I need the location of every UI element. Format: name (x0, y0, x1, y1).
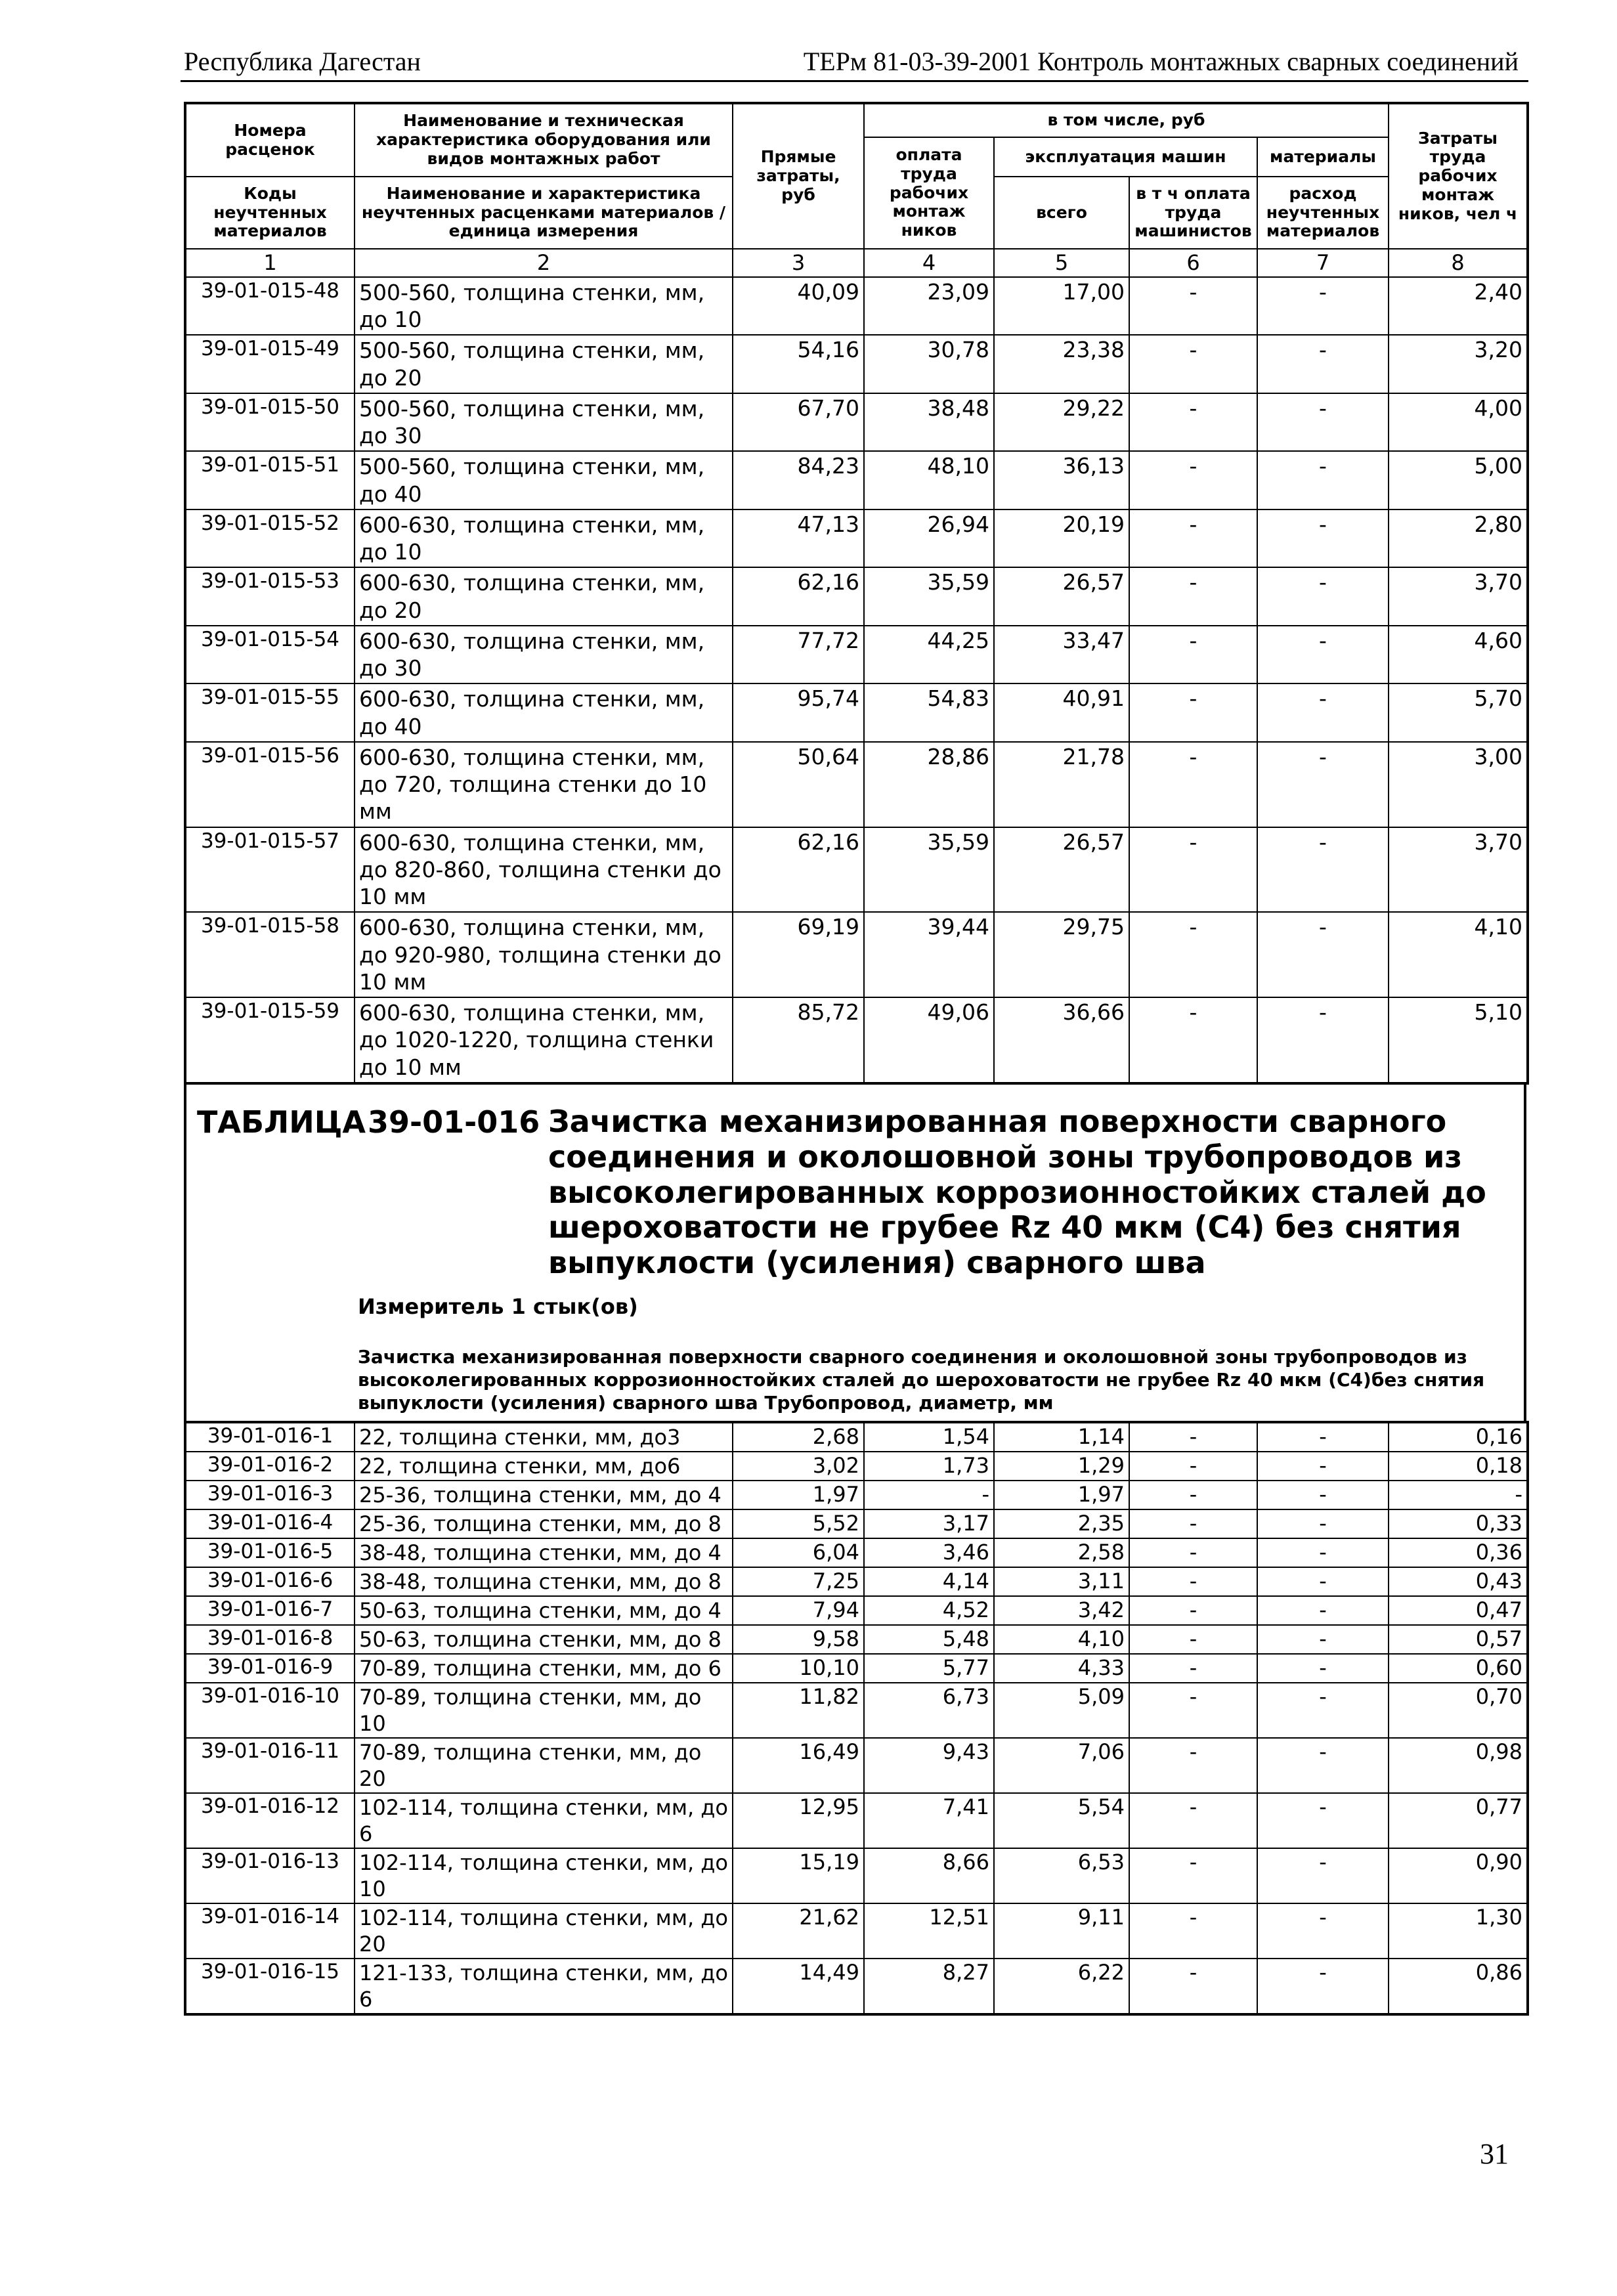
direct-costs-cell: 10,10 (733, 1654, 864, 1683)
direct-costs-cell: 21,62 (733, 1903, 864, 1959)
rate-code-cell: 39-01-016-7 (185, 1596, 355, 1625)
worker-pay-cell: 12,51 (864, 1903, 994, 1959)
work-description-cell: 600-630, толщина стенки, мм, до 10 (355, 509, 733, 568)
table-row (185, 567, 1528, 626)
worker-pay-cell: 3,17 (864, 1509, 994, 1538)
direct-costs-cell: 2,68 (733, 1422, 864, 1452)
labor-costs-cell: 0,70 (1389, 1683, 1528, 1738)
col-header-machinist-pay: в т ч оплата труда машинистов (1129, 177, 1257, 249)
table-row (185, 827, 1528, 913)
table-measure: Измеритель 1 стык(ов) (358, 1294, 638, 1319)
machines-total-cell: 26,57 (994, 567, 1129, 626)
table-row (185, 1596, 1528, 1625)
labor-costs-cell: 0,43 (1389, 1567, 1528, 1596)
section-description: Зачистка механизированная поверхности сварного соединения и околошовной зоны трубопроводов из высоколегированных коррозионностойких сталей до шероховатости не грубее Rz 40 мкм (С4)без снятия выпуклости (усиления) сварного шва Трубопровод, диаметр, мм (358, 1346, 1485, 1414)
machinist-pay-cell: - (1129, 683, 1257, 742)
col-header-materials: материалы (1257, 137, 1389, 177)
worker-pay-cell: 4,52 (864, 1596, 994, 1625)
machines-total-cell: 40,91 (994, 683, 1129, 742)
material-consumption-cell: - (1257, 1422, 1389, 1452)
material-consumption-cell: - (1257, 451, 1389, 509)
rate-code-cell: 39-01-015-50 (185, 393, 355, 452)
worker-pay-cell: 35,59 (864, 567, 994, 626)
worker-pay-cell: 7,41 (864, 1793, 994, 1848)
machines-total-cell: 23,38 (994, 335, 1129, 393)
direct-costs-cell: 3,02 (733, 1452, 864, 1481)
rate-code-cell: 39-01-016-4 (185, 1509, 355, 1538)
labor-costs-cell: 3,00 (1389, 742, 1528, 827)
labor-costs-cell: 5,00 (1389, 451, 1528, 509)
material-consumption-cell: - (1257, 1509, 1389, 1538)
worker-pay-cell: 23,09 (864, 277, 994, 336)
worker-pay-cell: 39,44 (864, 912, 994, 997)
direct-costs-cell: 6,04 (733, 1538, 864, 1567)
labor-costs-cell: 3,70 (1389, 827, 1528, 913)
direct-costs-cell: 95,74 (733, 683, 864, 742)
machines-total-cell: 20,19 (994, 509, 1129, 568)
machines-total-cell: 36,13 (994, 451, 1129, 509)
material-consumption-cell: - (1257, 912, 1389, 997)
table-row (185, 1683, 1528, 1738)
rates-table-015 (184, 102, 1529, 1085)
table-title: Зачистка механизированная поверхности сварного соединения и околошовной зоны трубопроводов из высоколегированных коррозионностойких сталей до шероховатости не грубее Rz 40 мкм (С4) без снятия выпуклости (усиления) сварного шва (548, 1104, 1486, 1281)
machinist-pay-cell: - (1129, 742, 1257, 827)
labor-costs-cell: 0,47 (1389, 1596, 1528, 1625)
table-row (185, 742, 1528, 827)
rate-code-cell: 39-01-015-52 (185, 509, 355, 568)
column-number: 8 (1389, 249, 1528, 277)
rate-code-cell: 39-01-015-48 (185, 277, 355, 336)
work-description-cell: 600-630, толщина стенки, мм, до 820-860, толщина стенки до 10 мм (355, 827, 733, 913)
col-header-machines-total: всего (994, 177, 1129, 249)
machines-total-cell: 5,09 (994, 1683, 1129, 1738)
rate-code-cell: 39-01-016-13 (185, 1848, 355, 1903)
work-description-cell: 102-114, толщина стенки, мм, до 6 (355, 1793, 733, 1848)
table-row (185, 1567, 1528, 1596)
worker-pay-cell: 1,54 (864, 1422, 994, 1452)
rate-code-cell: 39-01-016-10 (185, 1683, 355, 1738)
table-row (185, 1509, 1528, 1538)
work-description-cell: 600-630, толщина стенки, мм, до 40 (355, 683, 733, 742)
rate-code-cell: 39-01-015-53 (185, 567, 355, 626)
machinist-pay-cell: - (1129, 1654, 1257, 1683)
work-description-cell: 38-48, толщина стенки, мм, до 4 (355, 1538, 733, 1567)
table-row (185, 1422, 1528, 1452)
material-consumption-cell: - (1257, 1738, 1389, 1793)
labor-costs-cell: 0,16 (1389, 1422, 1528, 1452)
column-number: 5 (994, 249, 1129, 277)
direct-costs-cell: 62,16 (733, 827, 864, 913)
rate-code-cell: 39-01-015-55 (185, 683, 355, 742)
work-description-cell: 22, толщина стенки, мм, до6 (355, 1452, 733, 1481)
machinist-pay-cell: - (1129, 1509, 1257, 1538)
rate-code-cell: 39-01-015-58 (185, 912, 355, 997)
machinist-pay-cell: - (1129, 1683, 1257, 1738)
machinist-pay-cell: - (1129, 1422, 1257, 1452)
machines-total-cell: 6,53 (994, 1848, 1129, 1903)
material-consumption-cell: - (1257, 1625, 1389, 1654)
machines-total-cell: 17,00 (994, 277, 1129, 336)
work-description-cell: 500-560, толщина стенки, мм, до 40 (355, 451, 733, 509)
header-region: Республика Дагестан (184, 47, 421, 76)
table-row (185, 1625, 1528, 1654)
rate-code-cell: 39-01-015-57 (185, 827, 355, 913)
column-number: 2 (355, 249, 733, 277)
direct-costs-cell: 47,13 (733, 509, 864, 568)
worker-pay-cell: 9,43 (864, 1738, 994, 1793)
machines-total-cell: 5,54 (994, 1793, 1129, 1848)
labor-costs-cell: 0,18 (1389, 1452, 1528, 1481)
work-description-cell: 25-36, толщина стенки, мм, до 8 (355, 1509, 733, 1538)
table-row (185, 683, 1528, 742)
machinist-pay-cell: - (1129, 451, 1257, 509)
rate-code-cell: 39-01-015-59 (185, 997, 355, 1083)
machinist-pay-cell: - (1129, 1567, 1257, 1596)
rate-code-cell: 39-01-015-56 (185, 742, 355, 827)
rate-code-cell: 39-01-016-5 (185, 1538, 355, 1567)
col-header-including: в том числе, руб (864, 103, 1389, 137)
direct-costs-cell: 69,19 (733, 912, 864, 997)
labor-costs-cell: 3,70 (1389, 567, 1528, 626)
direct-costs-cell: 1,97 (733, 1481, 864, 1509)
material-consumption-cell: - (1257, 335, 1389, 393)
table-row (185, 1481, 1528, 1509)
machinist-pay-cell: - (1129, 509, 1257, 568)
material-consumption-cell: - (1257, 1683, 1389, 1738)
labor-costs-cell: 0,90 (1389, 1848, 1528, 1903)
table-row (185, 1793, 1528, 1848)
machines-total-cell: 1,97 (994, 1481, 1129, 1509)
table-number: 39-01-016 (368, 1104, 540, 1140)
rate-code-cell: 39-01-016-3 (185, 1481, 355, 1509)
worker-pay-cell: 4,14 (864, 1567, 994, 1596)
col-header-material-names: Наименование и характеристика неучтенных расценками материалов / единица измерения (355, 177, 733, 249)
machinist-pay-cell: - (1129, 1903, 1257, 1959)
worker-pay-cell: 38,48 (864, 393, 994, 452)
rate-code-cell: 39-01-015-54 (185, 626, 355, 684)
rate-code-cell: 39-01-016-14 (185, 1903, 355, 1959)
rate-code-cell: 39-01-016-15 (185, 1959, 355, 2014)
direct-costs-cell: 77,72 (733, 626, 864, 684)
machines-total-cell: 4,33 (994, 1654, 1129, 1683)
table-label: ТАБЛИЦА (197, 1104, 366, 1140)
work-description-cell: 70-89, толщина стенки, мм, до 10 (355, 1683, 733, 1738)
table-row (185, 335, 1528, 393)
worker-pay-cell: 1,73 (864, 1452, 994, 1481)
worker-pay-cell: 48,10 (864, 451, 994, 509)
material-consumption-cell: - (1257, 1452, 1389, 1481)
material-consumption-cell: - (1257, 827, 1389, 913)
machines-total-cell: 29,75 (994, 912, 1129, 997)
col-header-material-codes: Коды неучтенных материалов (185, 177, 355, 249)
direct-costs-cell: 62,16 (733, 567, 864, 626)
labor-costs-cell: 0,36 (1389, 1538, 1528, 1567)
table-row (185, 1538, 1528, 1567)
worker-pay-cell: 8,66 (864, 1848, 994, 1903)
machines-total-cell: 6,22 (994, 1959, 1129, 2014)
worker-pay-cell: 6,73 (864, 1683, 994, 1738)
machinist-pay-cell: - (1129, 1738, 1257, 1793)
direct-costs-cell: 7,25 (733, 1567, 864, 1596)
machinist-pay-cell: - (1129, 626, 1257, 684)
labor-costs-cell: - (1389, 1481, 1528, 1509)
work-description-cell: 22, толщина стенки, мм, до3 (355, 1422, 733, 1452)
material-consumption-cell: - (1257, 997, 1389, 1083)
material-consumption-cell: - (1257, 1654, 1389, 1683)
machinist-pay-cell: - (1129, 1596, 1257, 1625)
labor-costs-cell: 0,98 (1389, 1738, 1528, 1793)
machinist-pay-cell: - (1129, 912, 1257, 997)
work-description-cell: 50-63, толщина стенки, мм, до 4 (355, 1596, 733, 1625)
table-row (185, 1452, 1528, 1481)
labor-costs-cell: 1,30 (1389, 1903, 1528, 1959)
table-row (185, 1848, 1528, 1903)
machines-total-cell: 9,11 (994, 1903, 1129, 1959)
machinist-pay-cell: - (1129, 1481, 1257, 1509)
machines-total-cell: 4,10 (994, 1625, 1129, 1654)
machinist-pay-cell: - (1129, 1959, 1257, 2014)
direct-costs-cell: 12,95 (733, 1793, 864, 1848)
worker-pay-cell: 3,46 (864, 1538, 994, 1567)
column-number: 3 (733, 249, 864, 277)
work-description-cell: 70-89, толщина стенки, мм, до 20 (355, 1738, 733, 1793)
table-row (185, 393, 1528, 452)
direct-costs-cell: 14,49 (733, 1959, 864, 2014)
machinist-pay-cell: - (1129, 997, 1257, 1083)
direct-costs-cell: 16,49 (733, 1738, 864, 1793)
material-consumption-cell: - (1257, 1793, 1389, 1848)
left-border-gap (184, 1085, 186, 1421)
work-description-cell: 25-36, толщина стенки, мм, до 4 (355, 1481, 733, 1509)
column-number: 6 (1129, 249, 1257, 277)
direct-costs-cell: 15,19 (733, 1848, 864, 1903)
worker-pay-cell: - (864, 1481, 994, 1509)
work-description-cell: 500-560, толщина стенки, мм, до 30 (355, 393, 733, 452)
machinist-pay-cell: - (1129, 277, 1257, 336)
worker-pay-cell: 26,94 (864, 509, 994, 568)
labor-costs-cell: 0,86 (1389, 1959, 1528, 2014)
labor-costs-cell: 4,60 (1389, 626, 1528, 684)
machinist-pay-cell: - (1129, 335, 1257, 393)
work-description-cell: 102-114, толщина стенки, мм, до 10 (355, 1848, 733, 1903)
direct-costs-cell: 85,72 (733, 997, 864, 1083)
rate-code-cell: 39-01-016-6 (185, 1567, 355, 1596)
material-consumption-cell: - (1257, 1848, 1389, 1903)
column-number: 7 (1257, 249, 1389, 277)
machines-total-cell: 3,11 (994, 1567, 1129, 1596)
material-consumption-cell: - (1257, 509, 1389, 568)
direct-costs-cell: 67,70 (733, 393, 864, 452)
direct-costs-cell: 11,82 (733, 1683, 864, 1738)
col-header-labor-costs: Затраты труда рабочих монтаж ников, чел ч (1389, 103, 1528, 249)
machinist-pay-cell: - (1129, 827, 1257, 913)
direct-costs-cell: 54,16 (733, 335, 864, 393)
material-consumption-cell: - (1257, 567, 1389, 626)
machines-total-cell: 29,22 (994, 393, 1129, 452)
labor-costs-cell: 5,70 (1389, 683, 1528, 742)
col-header-rate-numbers: Номера расценок (185, 103, 355, 177)
direct-costs-cell: 84,23 (733, 451, 864, 509)
machines-total-cell: 36,66 (994, 997, 1129, 1083)
work-description-cell: 500-560, толщина стенки, мм, до 20 (355, 335, 733, 393)
column-numbers-row (185, 249, 1528, 277)
machines-total-cell: 26,57 (994, 827, 1129, 913)
table-row (185, 997, 1528, 1083)
header-document-title: ТЕРм 81-03-39-2001 Контроль монтажных сварных соединений (803, 47, 1519, 76)
worker-pay-cell: 35,59 (864, 827, 994, 913)
machinist-pay-cell: - (1129, 1848, 1257, 1903)
labor-costs-cell: 5,10 (1389, 997, 1528, 1083)
rates-table-016 (184, 1421, 1529, 2016)
worker-pay-cell: 44,25 (864, 626, 994, 684)
rate-code-cell: 39-01-015-51 (185, 451, 355, 509)
col-header-direct-costs: Прямые затраты, руб (733, 103, 864, 249)
work-description-cell: 600-630, толщина стенки, мм, до 1020-1220, толщина стенки до 10 мм (355, 997, 733, 1083)
table-row (185, 1738, 1528, 1793)
machinist-pay-cell: - (1129, 1793, 1257, 1848)
machines-total-cell: 3,42 (994, 1596, 1129, 1625)
labor-costs-cell: 4,00 (1389, 393, 1528, 452)
machines-total-cell: 1,14 (994, 1422, 1129, 1452)
machinist-pay-cell: - (1129, 567, 1257, 626)
machinist-pay-cell: - (1129, 1538, 1257, 1567)
machines-total-cell: 2,58 (994, 1538, 1129, 1567)
table-row (185, 912, 1528, 997)
rate-code-cell: 39-01-016-11 (185, 1738, 355, 1793)
work-description-cell: 600-630, толщина стенки, мм, до 720, толщина стенки до 10 мм (355, 742, 733, 827)
header-rule (181, 80, 1528, 82)
material-consumption-cell: - (1257, 1538, 1389, 1567)
page-number: 31 (1480, 2138, 1509, 2170)
work-description-cell: 50-63, толщина стенки, мм, до 8 (355, 1625, 733, 1654)
worker-pay-cell: 30,78 (864, 335, 994, 393)
machinist-pay-cell: - (1129, 1625, 1257, 1654)
machines-total-cell: 1,29 (994, 1452, 1129, 1481)
direct-costs-cell: 7,94 (733, 1596, 864, 1625)
direct-costs-cell: 50,64 (733, 742, 864, 827)
rate-code-cell: 39-01-015-49 (185, 335, 355, 393)
material-consumption-cell: - (1257, 683, 1389, 742)
labor-costs-cell: 0,33 (1389, 1509, 1528, 1538)
work-description-cell: 600-630, толщина стенки, мм, до 920-980, толщина стенки до 10 мм (355, 912, 733, 997)
right-border-gap (1524, 1085, 1526, 1421)
labor-costs-cell: 0,77 (1389, 1793, 1528, 1848)
labor-costs-cell: 2,40 (1389, 277, 1528, 336)
table-row (185, 509, 1528, 568)
machinist-pay-cell: - (1129, 1452, 1257, 1481)
labor-costs-cell: 3,20 (1389, 335, 1528, 393)
table-row (185, 626, 1528, 684)
col-header-machines: эксплуатация машин (994, 137, 1257, 177)
work-description-cell: 102-114, толщина стенки, мм, до 20 (355, 1903, 733, 1959)
work-description-cell: 600-630, толщина стенки, мм, до 20 (355, 567, 733, 626)
material-consumption-cell: - (1257, 1959, 1389, 2014)
work-description-cell: 70-89, толщина стенки, мм, до 6 (355, 1654, 733, 1683)
machines-total-cell: 33,47 (994, 626, 1129, 684)
material-consumption-cell: - (1257, 1596, 1389, 1625)
rate-code-cell: 39-01-016-2 (185, 1452, 355, 1481)
table-row (185, 1903, 1528, 1959)
labor-costs-cell: 4,10 (1389, 912, 1528, 997)
direct-costs-cell: 9,58 (733, 1625, 864, 1654)
machines-total-cell: 7,06 (994, 1738, 1129, 1793)
labor-costs-cell: 2,80 (1389, 509, 1528, 568)
work-description-cell: 500-560, толщина стенки, мм, до 10 (355, 277, 733, 336)
material-consumption-cell: - (1257, 393, 1389, 452)
material-consumption-cell: - (1257, 1903, 1389, 1959)
machinist-pay-cell: - (1129, 393, 1257, 452)
table-row (185, 451, 1528, 509)
direct-costs-cell: 40,09 (733, 277, 864, 336)
rate-code-cell: 39-01-016-1 (185, 1422, 355, 1452)
worker-pay-cell: 54,83 (864, 683, 994, 742)
col-header-worker-pay: оплата труда рабочих монтаж ников (864, 137, 994, 249)
table-row (185, 277, 1528, 336)
table-row (185, 1959, 1528, 2014)
rate-code-cell: 39-01-016-12 (185, 1793, 355, 1848)
material-consumption-cell: - (1257, 1567, 1389, 1596)
worker-pay-cell: 5,77 (864, 1654, 994, 1683)
material-consumption-cell: - (1257, 277, 1389, 336)
worker-pay-cell: 49,06 (864, 997, 994, 1083)
material-consumption-cell: - (1257, 742, 1389, 827)
rate-code-cell: 39-01-016-8 (185, 1625, 355, 1654)
table-row (185, 1654, 1528, 1683)
labor-costs-cell: 0,57 (1389, 1625, 1528, 1654)
work-description-cell: 121-133, толщина стенки, мм, до 6 (355, 1959, 733, 2014)
worker-pay-cell: 8,27 (864, 1959, 994, 2014)
labor-costs-cell: 0,60 (1389, 1654, 1528, 1683)
column-number: 1 (185, 249, 355, 277)
machines-total-cell: 2,35 (994, 1509, 1129, 1538)
worker-pay-cell: 28,86 (864, 742, 994, 827)
col-header-work-name: Наименование и техническая характеристика оборудования или видов монтажных работ (355, 103, 733, 177)
material-consumption-cell: - (1257, 626, 1389, 684)
column-number: 4 (864, 249, 994, 277)
worker-pay-cell: 5,48 (864, 1625, 994, 1654)
material-consumption-cell: - (1257, 1481, 1389, 1509)
col-header-material-consumption: расход неучтенных материалов (1257, 177, 1389, 249)
rate-code-cell: 39-01-016-9 (185, 1654, 355, 1683)
work-description-cell: 38-48, толщина стенки, мм, до 8 (355, 1567, 733, 1596)
direct-costs-cell: 5,52 (733, 1509, 864, 1538)
machines-total-cell: 21,78 (994, 742, 1129, 827)
work-description-cell: 600-630, толщина стенки, мм, до 30 (355, 626, 733, 684)
